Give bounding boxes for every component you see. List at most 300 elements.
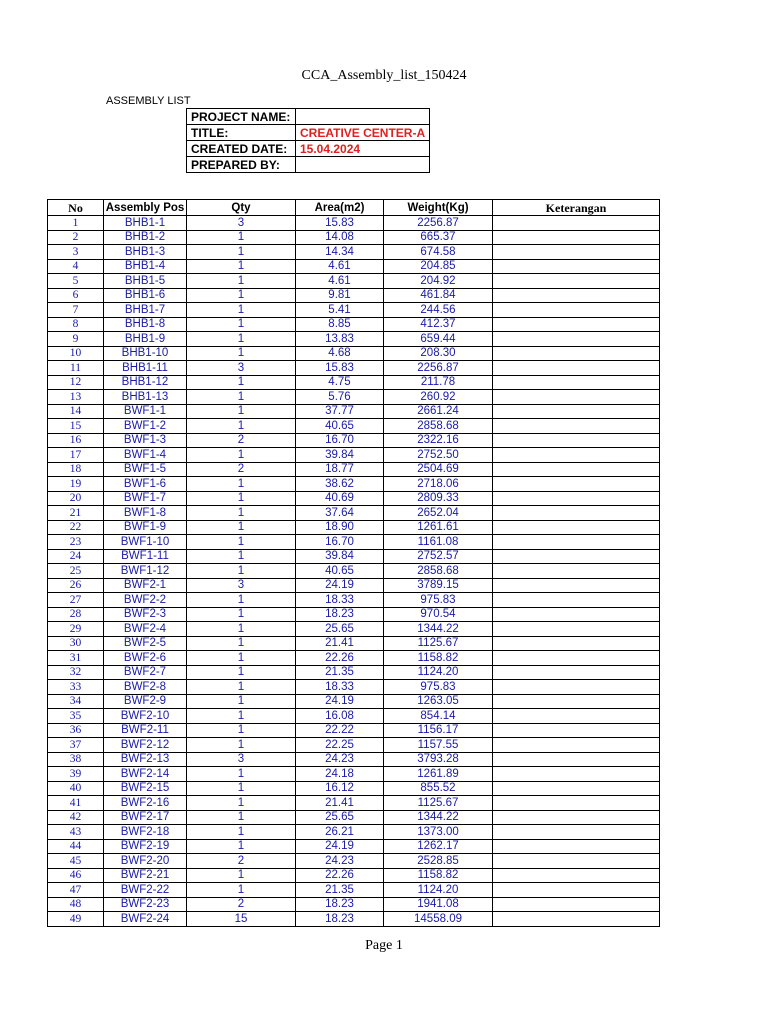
table-row [48,506,660,521]
cell-no: 12 [48,375,104,390]
table-row [48,607,660,622]
cell-keterangan [493,506,660,521]
cell-assembly-pos: BWF1-1 [104,404,187,419]
cell-no: 18 [48,462,104,477]
cell-area: 22.26 [296,651,384,666]
header-keterangan: Keterangan [493,200,660,216]
table-row [48,303,660,318]
cell-weight: 855.52 [384,781,493,796]
cell-qty: 1 [187,491,296,506]
table-row [48,680,660,695]
cell-qty: 1 [187,694,296,709]
cell-assembly-pos: BHB1-1 [104,216,187,231]
cell-qty: 3 [187,361,296,376]
cell-keterangan [493,216,660,231]
cell-assembly-pos: BWF2-22 [104,883,187,898]
cell-keterangan [493,665,660,680]
cell-qty: 1 [187,230,296,245]
cell-area: 18.33 [296,593,384,608]
header-weight: Weight(Kg) [384,200,493,216]
table-row [48,477,660,492]
info-value [296,109,430,125]
cell-qty: 1 [187,665,296,680]
cell-no: 13 [48,390,104,405]
cell-assembly-pos: BWF2-9 [104,694,187,709]
cell-area: 14.08 [296,230,384,245]
table-row [48,404,660,419]
cell-qty: 1 [187,317,296,332]
cell-qty: 1 [187,520,296,535]
table-row [48,723,660,738]
cell-weight: 2752.57 [384,549,493,564]
cell-assembly-pos: BWF1-3 [104,433,187,448]
cell-area: 16.08 [296,709,384,724]
cell-assembly-pos: BWF2-5 [104,636,187,651]
cell-qty: 1 [187,245,296,260]
cell-area: 15.83 [296,216,384,231]
cell-no: 33 [48,680,104,695]
cell-qty: 1 [187,259,296,274]
cell-qty: 3 [187,578,296,593]
cell-assembly-pos: BWF1-7 [104,491,187,506]
cell-keterangan [493,535,660,550]
cell-weight: 211.78 [384,375,493,390]
cell-qty: 3 [187,216,296,231]
cell-keterangan [493,288,660,303]
cell-area: 9.81 [296,288,384,303]
cell-area: 16.70 [296,433,384,448]
cell-keterangan [493,375,660,390]
cell-weight: 208.30 [384,346,493,361]
table-row [48,317,660,332]
cell-weight: 2256.87 [384,216,493,231]
cell-qty: 1 [187,404,296,419]
cell-weight: 665.37 [384,230,493,245]
cell-qty: 2 [187,433,296,448]
cell-area: 39.84 [296,448,384,463]
cell-area: 24.19 [296,839,384,854]
cell-no: 5 [48,274,104,289]
cell-assembly-pos: BHB1-10 [104,346,187,361]
cell-qty: 2 [187,897,296,912]
cell-qty: 1 [187,506,296,521]
table-row [48,346,660,361]
cell-weight: 1158.82 [384,651,493,666]
cell-no: 40 [48,781,104,796]
cell-no: 48 [48,897,104,912]
cell-keterangan [493,303,660,318]
table-row [48,491,660,506]
cell-assembly-pos: BWF2-12 [104,738,187,753]
cell-keterangan [493,622,660,637]
cell-qty: 1 [187,303,296,318]
cell-weight: 2858.68 [384,564,493,579]
cell-keterangan [493,433,660,448]
table-row [48,622,660,637]
cell-qty: 1 [187,825,296,840]
cell-weight: 1157.55 [384,738,493,753]
cell-assembly-pos: BWF1-11 [104,549,187,564]
cell-keterangan [493,607,660,622]
cell-keterangan [493,810,660,825]
assembly-table [47,199,660,927]
cell-area: 22.25 [296,738,384,753]
cell-area: 24.23 [296,854,384,869]
cell-weight: 970.54 [384,607,493,622]
cell-qty: 1 [187,564,296,579]
cell-no: 17 [48,448,104,463]
cell-no: 30 [48,636,104,651]
document-title: CCA_Assembly_list_150424 [301,68,467,83]
table-row [48,752,660,767]
cell-area: 24.19 [296,578,384,593]
cell-keterangan [493,549,660,564]
cell-assembly-pos: BWF1-4 [104,448,187,463]
cell-assembly-pos: BHB1-8 [104,317,187,332]
cell-no: 16 [48,433,104,448]
cell-keterangan [493,477,660,492]
cell-assembly-pos: BWF1-9 [104,520,187,535]
cell-keterangan [493,259,660,274]
cell-weight: 244.56 [384,303,493,318]
cell-qty: 1 [187,390,296,405]
cell-keterangan [493,346,660,361]
cell-no: 23 [48,535,104,550]
cell-assembly-pos: BWF2-1 [104,578,187,593]
cell-no: 49 [48,912,104,927]
cell-qty: 1 [187,274,296,289]
cell-no: 45 [48,854,104,869]
table-row [48,361,660,376]
cell-assembly-pos: BWF2-24 [104,912,187,927]
cell-area: 4.68 [296,346,384,361]
cell-weight: 975.83 [384,593,493,608]
cell-weight: 2661.24 [384,404,493,419]
cell-keterangan [493,883,660,898]
cell-qty: 3 [187,752,296,767]
cell-keterangan [493,564,660,579]
cell-weight: 659.44 [384,332,493,347]
cell-keterangan [493,593,660,608]
table-row [48,854,660,869]
cell-weight: 1344.22 [384,622,493,637]
cell-no: 24 [48,549,104,564]
cell-weight: 2256.87 [384,361,493,376]
table-row [48,578,660,593]
info-label: PROJECT NAME: [187,109,296,125]
table-row [48,636,660,651]
cell-keterangan [493,738,660,753]
info-value: CREATIVE CENTER-A [296,125,430,141]
table-row [48,375,660,390]
table-row [48,912,660,927]
table-row [48,419,660,434]
cell-no: 28 [48,607,104,622]
cell-keterangan [493,897,660,912]
cell-qty: 2 [187,462,296,477]
project-info-table [186,108,430,173]
cell-weight: 14558.09 [384,912,493,927]
cell-qty: 1 [187,593,296,608]
table-row [48,796,660,811]
cell-area: 16.12 [296,781,384,796]
info-label: TITLE: [187,125,296,141]
info-label: CREATED DATE: [187,141,296,157]
cell-no: 39 [48,767,104,782]
cell-area: 4.61 [296,274,384,289]
table-row [48,593,660,608]
cell-no: 27 [48,593,104,608]
cell-keterangan [493,274,660,289]
cell-area: 13.83 [296,332,384,347]
cell-no: 4 [48,259,104,274]
info-value: 15.04.2024 [296,141,430,157]
cell-no: 41 [48,796,104,811]
cell-area: 26.21 [296,825,384,840]
cell-weight: 1263.05 [384,694,493,709]
cell-weight: 1941.08 [384,897,493,912]
cell-assembly-pos: BWF2-8 [104,680,187,695]
cell-qty: 1 [187,375,296,390]
cell-qty: 1 [187,419,296,434]
cell-weight: 854.14 [384,709,493,724]
cell-area: 4.75 [296,375,384,390]
cell-assembly-pos: BWF2-2 [104,593,187,608]
cell-assembly-pos: BWF2-6 [104,651,187,666]
cell-assembly-pos: BWF2-4 [104,622,187,637]
cell-qty: 1 [187,810,296,825]
cell-area: 18.90 [296,520,384,535]
cell-area: 14.34 [296,245,384,260]
cell-weight: 1261.89 [384,767,493,782]
cell-qty: 1 [187,549,296,564]
cell-weight: 2528.85 [384,854,493,869]
cell-keterangan [493,578,660,593]
table-row [48,448,660,463]
cell-no: 31 [48,651,104,666]
cell-keterangan [493,462,660,477]
cell-no: 36 [48,723,104,738]
cell-assembly-pos: BHB1-11 [104,361,187,376]
cell-weight: 2504.69 [384,462,493,477]
cell-no: 37 [48,738,104,753]
cell-area: 21.41 [296,796,384,811]
cell-qty: 1 [187,607,296,622]
cell-qty: 1 [187,346,296,361]
cell-keterangan [493,796,660,811]
cell-qty: 1 [187,767,296,782]
cell-keterangan [493,332,660,347]
table-row [48,549,660,564]
table-row [48,897,660,912]
cell-keterangan [493,520,660,535]
cell-area: 4.61 [296,259,384,274]
info-row [187,109,430,125]
cell-assembly-pos: BWF2-21 [104,868,187,883]
cell-area: 40.69 [296,491,384,506]
cell-qty: 1 [187,636,296,651]
cell-keterangan [493,839,660,854]
cell-weight: 260.92 [384,390,493,405]
cell-no: 42 [48,810,104,825]
cell-no: 15 [48,419,104,434]
cell-qty: 1 [187,883,296,898]
cell-assembly-pos: BWF2-23 [104,897,187,912]
cell-weight: 1124.20 [384,665,493,680]
cell-area: 5.41 [296,303,384,318]
cell-assembly-pos: BWF2-11 [104,723,187,738]
cell-no: 46 [48,868,104,883]
cell-area: 18.23 [296,607,384,622]
cell-area: 24.19 [296,694,384,709]
table-row [48,462,660,477]
cell-weight: 674.58 [384,245,493,260]
info-row [187,157,430,173]
cell-qty: 1 [187,651,296,666]
header-qty: Qty [187,200,296,216]
table-row [48,288,660,303]
table-row [48,651,660,666]
cell-keterangan [493,317,660,332]
cell-assembly-pos: BHB1-4 [104,259,187,274]
cell-keterangan [493,723,660,738]
cell-keterangan [493,825,660,840]
cell-no: 38 [48,752,104,767]
table-row [48,839,660,854]
cell-qty: 1 [187,723,296,738]
cell-keterangan [493,448,660,463]
cell-no: 21 [48,506,104,521]
info-row [187,141,430,157]
cell-qty: 1 [187,796,296,811]
cell-assembly-pos: BWF1-12 [104,564,187,579]
cell-weight: 204.92 [384,274,493,289]
cell-no: 43 [48,825,104,840]
table-row [48,810,660,825]
cell-keterangan [493,651,660,666]
table-row [48,259,660,274]
table-header-row [48,200,660,216]
cell-weight: 975.83 [384,680,493,695]
cell-assembly-pos: BWF2-16 [104,796,187,811]
cell-weight: 412.37 [384,317,493,332]
cell-no: 10 [48,346,104,361]
table-row [48,245,660,260]
cell-assembly-pos: BWF2-14 [104,767,187,782]
cell-assembly-pos: BWF2-15 [104,781,187,796]
cell-no: 25 [48,564,104,579]
table-row [48,274,660,289]
cell-assembly-pos: BWF2-20 [104,854,187,869]
info-row [187,125,430,141]
cell-no: 35 [48,709,104,724]
assembly-list-label: ASSEMBLY LIST [106,95,191,107]
cell-area: 16.70 [296,535,384,550]
cell-assembly-pos: BWF2-17 [104,810,187,825]
cell-qty: 1 [187,288,296,303]
table-row [48,781,660,796]
cell-area: 15.83 [296,361,384,376]
cell-no: 29 [48,622,104,637]
cell-keterangan [493,491,660,506]
cell-area: 5.76 [296,390,384,405]
cell-area: 38.62 [296,477,384,492]
cell-assembly-pos: BHB1-5 [104,274,187,289]
cell-area: 25.65 [296,622,384,637]
cell-area: 40.65 [296,419,384,434]
cell-keterangan [493,694,660,709]
cell-weight: 3793.28 [384,752,493,767]
cell-weight: 1124.20 [384,883,493,898]
cell-assembly-pos: BWF2-7 [104,665,187,680]
header-assembly-pos: Assembly Pos [104,200,187,216]
cell-area: 18.23 [296,897,384,912]
cell-assembly-pos: BWF2-18 [104,825,187,840]
cell-area: 22.26 [296,868,384,883]
page-footer: Page 1 [365,938,403,953]
cell-no: 32 [48,665,104,680]
cell-area: 22.22 [296,723,384,738]
cell-assembly-pos: BWF1-5 [104,462,187,477]
cell-keterangan [493,781,660,796]
cell-qty: 1 [187,781,296,796]
cell-qty: 1 [187,535,296,550]
cell-area: 8.85 [296,317,384,332]
cell-keterangan [493,419,660,434]
cell-keterangan [493,680,660,695]
cell-keterangan [493,245,660,260]
cell-keterangan [493,854,660,869]
cell-assembly-pos: BHB1-3 [104,245,187,260]
cell-keterangan [493,709,660,724]
cell-no: 7 [48,303,104,318]
cell-area: 39.84 [296,549,384,564]
cell-weight: 1373.00 [384,825,493,840]
table-row [48,535,660,550]
cell-assembly-pos: BWF2-19 [104,839,187,854]
cell-area: 24.23 [296,752,384,767]
cell-weight: 1125.67 [384,636,493,651]
cell-area: 37.64 [296,506,384,521]
cell-qty: 1 [187,868,296,883]
cell-area: 18.77 [296,462,384,477]
table-row [48,332,660,347]
cell-weight: 1344.22 [384,810,493,825]
cell-weight: 2322.16 [384,433,493,448]
cell-no: 14 [48,404,104,419]
cell-weight: 2752.50 [384,448,493,463]
cell-area: 40.65 [296,564,384,579]
cell-no: 2 [48,230,104,245]
cell-no: 11 [48,361,104,376]
cell-assembly-pos: BWF1-2 [104,419,187,434]
cell-no: 9 [48,332,104,347]
cell-qty: 1 [187,839,296,854]
cell-keterangan [493,767,660,782]
table-row [48,433,660,448]
cell-weight: 2652.04 [384,506,493,521]
cell-assembly-pos: BHB1-13 [104,390,187,405]
cell-no: 22 [48,520,104,535]
cell-keterangan [493,404,660,419]
cell-qty: 1 [187,622,296,637]
cell-no: 19 [48,477,104,492]
cell-keterangan [493,230,660,245]
cell-qty: 1 [187,477,296,492]
cell-area: 21.35 [296,665,384,680]
cell-weight: 1262.17 [384,839,493,854]
cell-weight: 2858.68 [384,419,493,434]
